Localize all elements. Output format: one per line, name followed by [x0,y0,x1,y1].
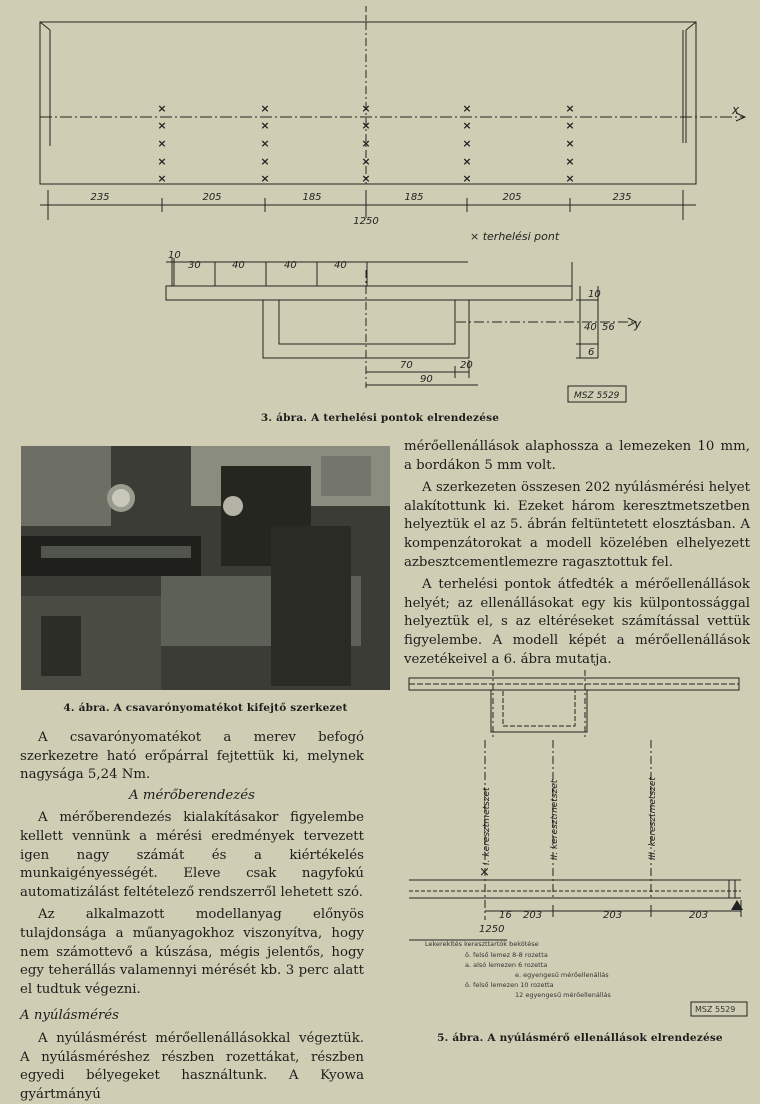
fig5-dim-203a: 203 [523,910,543,921]
figure-5-drawing [395,660,760,1030]
load-point-marker: × [565,137,575,150]
legend-load-point: × terhelési pont [470,230,560,243]
right-paragraph-2: A szerkezeten összesen 202 nyúlásmérési helyet alakítottunk ki. Ezeket három keresztmetszetben helyeztük el az 5. ábrán feltüntetett elosztásban. A kompenzátorokat a modell közelében elhelyezett azbesztcementlemezre ragasztottuk fel. [404,480,750,570]
fig5-dim-16: 16 [499,910,512,921]
load-point-marker: × [361,102,371,115]
dim-185-left: 185 [302,192,322,203]
dim-185-right: 185 [404,192,424,203]
load-point-marker: × [260,155,270,168]
load-point-marker: × [361,172,371,185]
dim-205-right: 205 [502,192,522,203]
section-heading-nyulasmeres: A nyúlásmérés [20,1008,119,1024]
figure-4-photo [21,446,390,690]
load-point-marker: × [462,102,472,115]
load-point-marker: × [565,155,575,168]
xsec-dim-40b: 40 [284,260,297,271]
fig5-legend-1: ö. felső lemez 8-8 rozetta [465,951,548,959]
load-point-marker: × [361,137,371,150]
axis-y-label: y [634,317,642,331]
dim-205-left: 205 [202,192,222,203]
load-point-marker: × [157,119,167,132]
left-paragraph-3: Az alkalmazott modellanyag előnyös tulajdonsága a műanyagokhoz viszonyítva, hogy nem számottevő a kúszása, mégis jelentős, hogy egy teherállás valamennyi mérését kb. 3 perc alatt el tudtuk végezni. [20,907,364,997]
figure-3-caption: 3. ábra. A terhelési pontok elrendezése [260,412,500,424]
xsec-dim-r6: 6 [588,347,595,358]
xsec-dim-40a: 40 [232,260,245,271]
section-III-label: III. keresztmetszet [648,777,658,860]
right-paragraph-3: A terhelési pontok átfedték a mérőellenállások helyét; az ellenállásokat egy kis külpontossággal helyeztük el, s az eltéréseket számítással vettük figyelembe. A modell képét a mérőellenállások vezetékeivel a 6. ábra mutatja. [404,577,750,667]
xsec-dim-10: 10 [168,250,181,261]
fig5-dim-total: 1250 [479,924,505,935]
load-point-marker: × [361,119,371,132]
load-point-marker: × [462,137,472,150]
dim-235-right: 235 [612,192,632,203]
xsec-dim-30: 30 [188,260,201,271]
xsec-dim-90: 90 [420,374,433,385]
left-paragraph-1: A csavarónyomatékot a merev befogó szerkezetre ható erőpárral fejtettük ki, melynek nagysága 5,24 Nm. [20,730,364,783]
section-II-label: II. keresztmetszet [550,779,560,860]
figure-4-caption: 4. ábra. A csavarónyomatékot kifejtő szerkezet [63,702,348,714]
fig5-dim-203c: 203 [689,910,709,921]
fig3-stamp: MSZ 5529 [574,391,620,401]
load-point-marker: × [157,155,167,168]
load-point-marker: × [260,102,270,115]
section-heading-meroberendezes: A mérőberendezés [129,787,255,803]
load-point-marker: × [462,172,472,185]
right-column-text [404,438,750,669]
load-point-marker: × [565,172,575,185]
figure-3-drawing [0,0,760,410]
xsec-dim-r10: 10 [588,289,601,300]
load-point-marker: × [565,102,575,115]
right-paragraph-1: mérőellenállások alaphossza a lemezeken 10 mm, a bordákon 5 mm volt. [404,439,750,473]
figure-5-caption: 5. ábra. A nyúlásmérő ellenállások elrendezése [437,1032,723,1044]
xsec-dim-70: 70 [400,360,413,371]
fig5-legend-3: e. egyengesű mérőellenállás [515,971,609,979]
left-paragraph-2: A mérőberendezés kialakításakor figyelembe kellett vennünk a mérési eredmények tervezett igen nagy számát és a kiértékelés munkaigényességét. Eleve csak nagyfokú automatizálást feltételező rendszerről lehetett szó. [20,810,364,900]
fig5-dim-203b: 203 [603,910,623,921]
xsec-dim-40c: 40 [334,260,347,271]
load-point-marker: × [157,102,167,115]
xsec-dim-20: 20 [460,360,473,371]
load-point-marker: × [361,155,371,168]
xsec-dim-r40: 40 [584,322,597,333]
fig5-legend-2: a. alsó lemezen 6 rozetta [465,961,548,969]
load-point-marker: × [260,119,270,132]
load-point-marker: × [462,155,472,168]
left-column-text [20,729,364,1104]
dim-total: 1250 [353,216,379,227]
xsec-dim-r56: 56 [602,322,615,333]
left-paragraph-4: A nyúlásmérést mérőellenállásokkal végeztük. A nyúlásméréshez részben rozettákat, részben egyedi bélyegeket használtunk. A Kyowa gyártmányú [20,1030,364,1102]
dim-235-left: 235 [90,192,110,203]
section-I-label: I. keresztmetszet [482,787,492,865]
load-point-marker: × [260,137,270,150]
load-point-marker: × [260,172,270,185]
fig5-legend-0: Lekerekítés kereszttartók bekötése [425,940,539,948]
fig5-stamp: MSZ 5529 [695,1005,736,1014]
marker-x: × [479,865,490,880]
load-point-marker: × [157,172,167,185]
fig5-legend-4: ö. felső lemezen 10 rozetta [465,981,554,989]
fig5-legend-5: 12 egyengesű mérőellenállás [515,991,611,999]
load-point-marker: × [462,119,472,132]
axis-x-label: x [732,103,740,117]
load-point-marker: × [565,119,575,132]
load-point-marker: × [157,137,167,150]
